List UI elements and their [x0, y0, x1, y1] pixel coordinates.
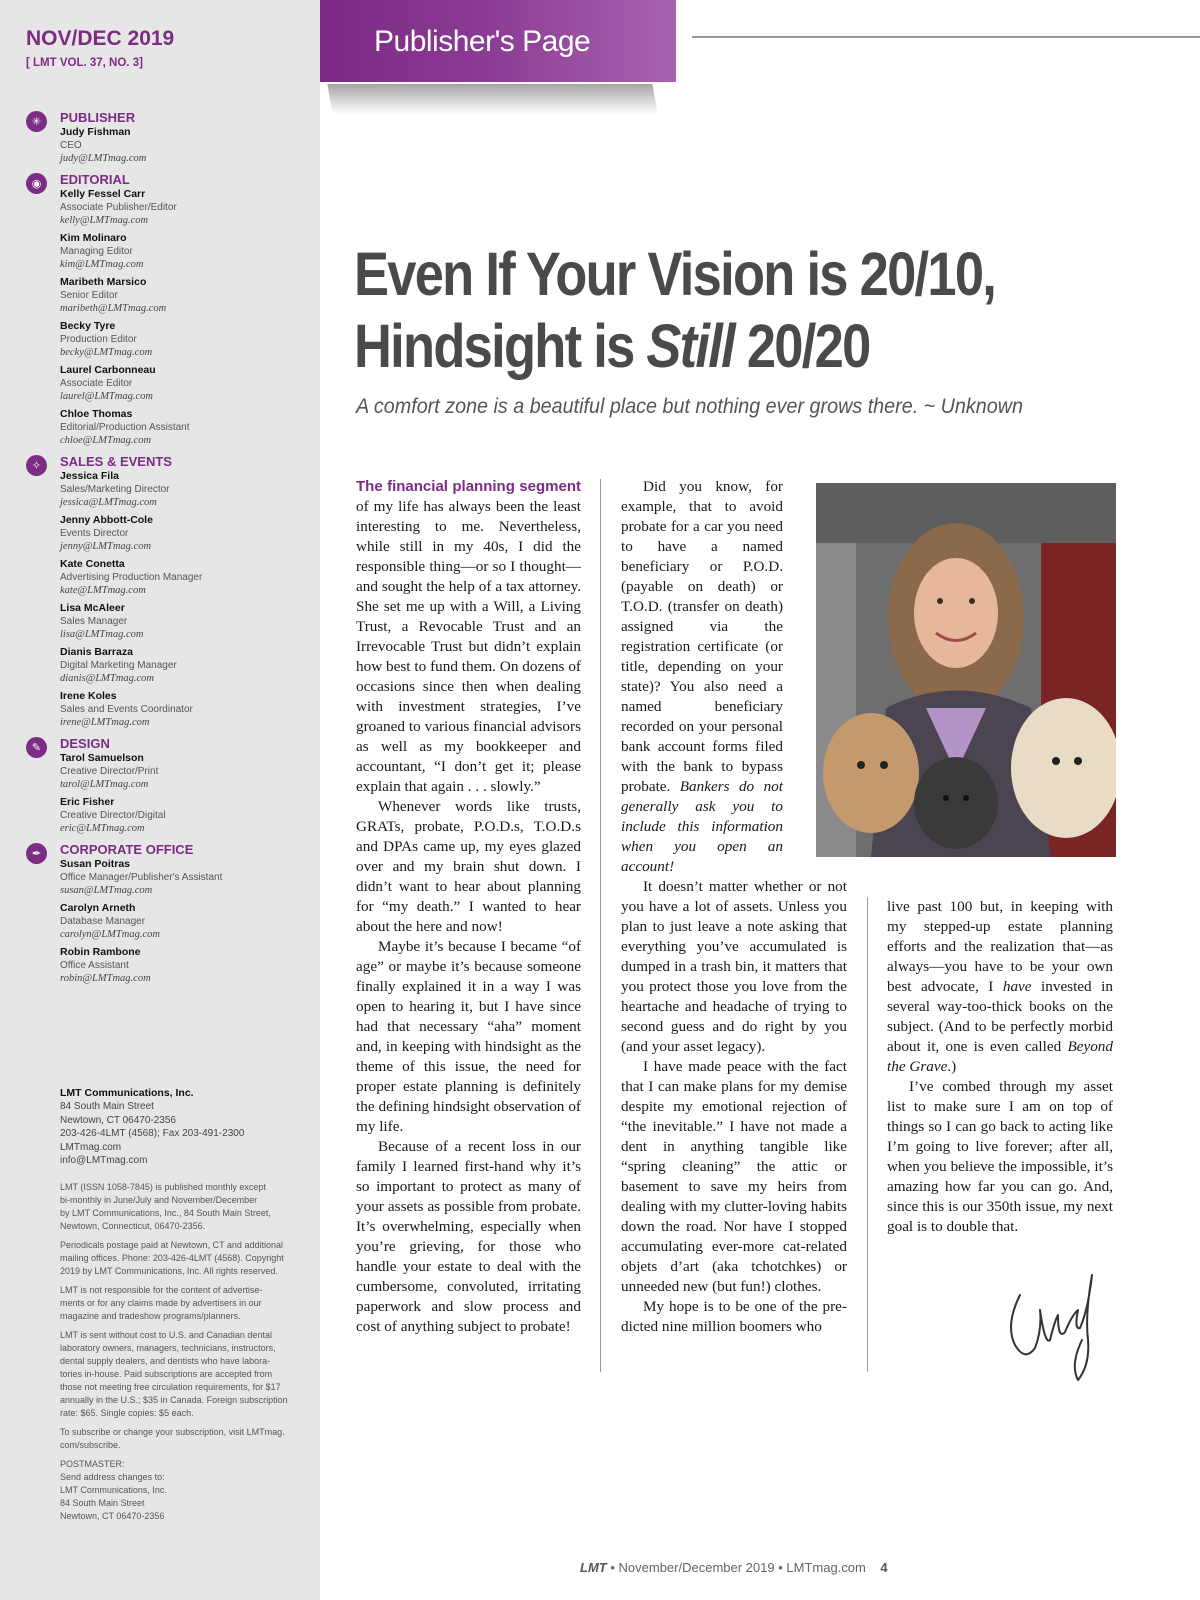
article-column-3	[887, 897, 1113, 1237]
staff-entry	[0, 690, 320, 729]
staff-email[interactable]: carolyn@LMTmag.com	[60, 929, 160, 940]
note-paragraph: To subscribe or change your subscription, visit LMTmag. com/subscribe.	[60, 1427, 285, 1450]
staff-email[interactable]: kim@LMTmag.com	[60, 259, 144, 270]
staff-name: Irene Koles	[60, 690, 117, 702]
company-phone: 203-426-4LMT (4568); Fax 203-491-2300	[60, 1128, 245, 1139]
page-footer: LMT • November/December 2019 • LMTmag.com 4	[580, 1560, 888, 1575]
staff-email[interactable]: jessica@LMTmag.com	[60, 497, 157, 508]
staff-entry	[0, 558, 320, 597]
staff-role: Editorial/Production Assistant	[60, 422, 190, 433]
masthead-section-title: DESIGN	[60, 736, 110, 751]
staff-entry	[0, 276, 320, 315]
company-address-line: Newtown, CT 06470-2356	[60, 1114, 176, 1126]
staff-role: Sales and Events Coordinator	[60, 704, 193, 715]
staff-name: Eric Fisher	[60, 796, 115, 808]
column-rule	[600, 479, 601, 1372]
staff-name: Robin Rambone	[60, 946, 141, 958]
staff-role: Database Manager	[60, 916, 146, 927]
staff-email[interactable]: robin@LMTmag.com	[60, 973, 151, 984]
issue-volume: [ LMT VOL. 37, NO. 3]	[26, 57, 143, 69]
staff-entry	[0, 946, 320, 985]
staff-entry	[0, 188, 320, 227]
staff-name: Becky Tyre	[60, 320, 116, 332]
staff-entry	[0, 470, 320, 509]
staff-entry	[0, 602, 320, 641]
article-paragraph: It doesn’t matter whether or not you have a lot of assets. Unless you plan to just leave a note asking that everything you’ve accumulated is dumped in a trash bin, it matters that you protect those you love from the heartache and headache of trying to second guess and do right by you (and your asset legacy).	[621, 878, 847, 1055]
staff-entry	[0, 858, 320, 897]
staff-name: Jenny Abbott-Cole	[60, 514, 153, 526]
headline-line-1: Even If Your Vision is 20/10,	[354, 240, 996, 308]
headline-line-2: Hindsight is Still 20/20	[354, 312, 870, 380]
masthead-section	[0, 110, 320, 165]
tooth-icon: ✧	[26, 455, 47, 476]
company-info	[60, 1086, 305, 1168]
staff-role: Advertising Production Manager	[60, 572, 203, 583]
staff-name: Kelly Fessel Carr	[60, 188, 146, 200]
article-paragraph: The financial planning segment of my life has always been the least interesting to me. Nevertheless, while still in my 40s, I did the responsible thing—or so I thought—and sought the help of a tax attorney. She set me up with a Will, a Living Trust, a Revocable Trust and an Irrevocable Trust but didn’t explain how best to fund them. On dozens of occasions since then when dealing with investment strategies, I’ve groaned to various financial advisors as well as my bookkeeper and accountant, “I don’t get it; please explain that again . . . slowly.”	[356, 478, 581, 795]
publisher-photo	[816, 483, 1116, 857]
staff-role: Office Manager/Publisher's Assistant	[60, 872, 223, 883]
staff-role: Senior Editor	[60, 290, 118, 301]
masthead-section	[0, 842, 320, 985]
staff-name: Judy Fishman	[60, 126, 131, 138]
footer-brand: LMT	[580, 1560, 607, 1575]
staff-role: Managing Editor	[60, 246, 133, 257]
masthead-section-title: EDITORIAL	[60, 172, 130, 187]
section-title: Publisher's Page	[374, 25, 591, 58]
staff-role: Sales Manager	[60, 616, 128, 627]
staff-email[interactable]: eric@LMTmag.com	[60, 823, 145, 834]
masthead-section-title: CORPORATE OFFICE	[60, 842, 194, 857]
staff-email[interactable]: jenny@LMTmag.com	[60, 541, 152, 552]
article-paragraph: Whenever words like trusts, GRATs, probate, P.O.D.s, T.O.D.s and DPAs came up, my eyes glazed over and my brain shut down. I didn’t want to hear about planning for “my death.” I wanted to hear about the here and now!	[356, 798, 581, 935]
section-tab	[320, 0, 676, 82]
masthead-section	[0, 736, 320, 835]
article-headline	[354, 238, 1059, 382]
staff-entry	[0, 126, 320, 165]
article-paragraph: I have made peace with the fact that I can make plans for my demise despite my emotional rejection of “the inevitable.” I have not made a dent in anything tangible like “spring cleaning” the attic or basement to save my heirs from dealing with my clutter-loving habits down the road. Nor have I stopped accumulating ever-more cat-related objets d’art (aka tchotchkes) or unneeded new (but fun!) clothes.	[621, 1058, 847, 1295]
article-column-2-top	[621, 477, 783, 877]
company-email: info@LMTmag.com	[60, 1155, 148, 1166]
pen-icon: ✒	[26, 843, 47, 864]
staff-entry	[0, 902, 320, 941]
article-epigraph: A comfort zone is a beautiful place but nothing ever grows there. ~ Unknown	[356, 395, 1023, 418]
staff-name: Carolyn Arneth	[60, 902, 136, 914]
note-paragraph: LMT is not responsible for the content of advertise- ments or for any claims made by advertisers in our magazine and tradeshow programs/planners.	[60, 1285, 263, 1321]
staff-name: Chloe Thomas	[60, 408, 133, 420]
staff-entry	[0, 232, 320, 271]
staff-email[interactable]: judy@LMTmag.com	[60, 153, 147, 164]
staff-name: Jessica Fila	[60, 470, 119, 482]
staff-entry	[0, 752, 320, 791]
staff-email[interactable]: chloe@LMTmag.com	[60, 435, 152, 446]
publisher-signature	[1000, 1270, 1110, 1385]
staff-email[interactable]: kate@LMTmag.com	[60, 585, 146, 596]
staff-role: CEO	[60, 140, 82, 151]
note-paragraph: LMT is sent without cost to U.S. and Canadian dental laboratory owners, managers, technicians, instructors, dental supply dealers, and dentists who have labora- tories in-house. Paid subscriptions are accepted from those not meeting free circulation requirements, for $17 annually in the U.S.; $35 in Canada. Foreign subscription rate: $65. Single copies: $5 each.	[60, 1330, 288, 1418]
masthead-sidebar	[0, 0, 320, 1600]
header-rule	[692, 36, 1200, 38]
staff-role: Events Director	[60, 528, 129, 539]
staff-entry	[0, 320, 320, 359]
staff-role: Creative Director/Digital	[60, 810, 166, 821]
company-website: LMTmag.com	[60, 1141, 122, 1153]
company-address-line: 84 South Main Street	[60, 1101, 154, 1112]
staff-email[interactable]: irene@LMTmag.com	[60, 717, 150, 728]
staff-email[interactable]: susan@LMTmag.com	[60, 885, 153, 896]
staff-name: Tarol Samuelson	[60, 752, 144, 764]
note-paragraph: POSTMASTER: Send address changes to: LMT Communications, Inc. 84 South Main Street Newtown, CT 06470-2356	[60, 1459, 167, 1521]
masthead-section	[0, 172, 320, 447]
note-paragraph: LMT (ISSN 1058-7845) is published monthly except bi-monthly in June/July and November/December by LMT Communications, Inc., 84 South Main Street, Newtown, Connecticut, 06470-2356.	[60, 1182, 271, 1231]
staff-name: Kate Conetta	[60, 558, 125, 570]
staff-email[interactable]: lisa@LMTmag.com	[60, 629, 144, 640]
masthead-section	[0, 454, 320, 729]
staff-role: Sales/Marketing Director	[60, 484, 170, 495]
company-name: LMT Communications, Inc.	[60, 1087, 194, 1099]
article-paragraph: Maybe it’s because I became “of age” or maybe it’s because someone finally explained it in a way I was open to hearing it, but I have since had that necessary “aha” moment and, in keeping with hindsight as the theme of this issue, the need for proper estate planning is definitely the defining hindsight observation of my life.	[356, 938, 581, 1135]
article-paragraph: I’ve combed through my asset list to make sure I am on top of things so I can go back to acting like I’m going to live forever; after all, when you believe the impossible, it’s amazing how far you can go. And, since this is our 350th issue, my next goal is to double that.	[887, 1078, 1113, 1235]
eye-icon: ◉	[26, 173, 47, 194]
staff-email[interactable]: tarol@LMTmag.com	[60, 779, 149, 790]
tab-shadow	[327, 84, 657, 114]
staff-email[interactable]: laurel@LMTmag.com	[60, 391, 153, 402]
article-paragraph: My hope is to be one of the predicted nine million boomers who	[621, 1298, 847, 1335]
staff-role: Office Assistant	[60, 960, 129, 971]
staff-email[interactable]: kelly@LMTmag.com	[60, 215, 149, 226]
staff-entry	[0, 796, 320, 835]
masthead-section-title: PUBLISHER	[60, 110, 136, 125]
staff-role: Associate Publisher/Editor	[60, 202, 177, 213]
staff-name: Kim Molinaro	[60, 232, 127, 244]
masthead-list	[0, 110, 320, 992]
design-icon: ✎	[26, 737, 47, 758]
staff-name: Maribeth Marsico	[60, 276, 147, 288]
lead-in: The financial planning segment	[356, 478, 581, 495]
column-rule	[867, 897, 868, 1372]
issue-date: NOV/DEC 2019	[26, 27, 175, 50]
staff-entry	[0, 514, 320, 553]
staff-entry	[0, 646, 320, 685]
publication-notes	[60, 1181, 305, 1529]
footer-site: LMTmag.com	[786, 1560, 866, 1575]
staff-entry	[0, 408, 320, 447]
article-paragraph: live past 100 but, in keeping with my stepped-up estate planning efforts and the realization that—as always—you have to be your own best advocate, I have invested in several way-too-thick books on the subject. (And to be perfectly morbid about it, one is even called Beyond the Grave.)	[887, 898, 1113, 1075]
page-number: 4	[880, 1560, 888, 1575]
staff-role: Production Editor	[60, 334, 137, 345]
staff-role: Associate Editor	[60, 378, 133, 389]
masthead-section-title: SALES & EVENTS	[60, 454, 172, 469]
staff-name: Susan Poitras	[60, 858, 131, 870]
staff-email[interactable]: maribeth@LMTmag.com	[60, 303, 167, 314]
footer-issue: November/December 2019	[618, 1560, 775, 1575]
staff-email[interactable]: dianis@LMTmag.com	[60, 673, 154, 684]
staff-entry	[0, 364, 320, 403]
article-column-2-bottom	[621, 877, 847, 1337]
staff-name: Laurel Carbonneau	[60, 364, 156, 376]
note-paragraph: Periodicals postage paid at Newtown, CT and additional mailing offices. Phone: 203-426-4LMT (4568). Copyright 2019 by LMT Communications, Inc. All rights reserved.	[60, 1240, 284, 1276]
staff-email[interactable]: becky@LMTmag.com	[60, 347, 153, 358]
staff-role: Creative Director/Print	[60, 766, 159, 777]
article-column-1	[356, 477, 581, 1337]
staff-role: Digital Marketing Manager	[60, 660, 177, 671]
star-icon: ✳	[26, 111, 47, 132]
staff-name: Dianis Barraza	[60, 646, 133, 658]
article-paragraph: Did you know, for example, that to avoid probate for a car you need to have a named beneficiary or P.O.D. (payable on death) or T.O.D. (transfer on death) assigned via the registration certificate (or title, depending on your state)? You also need a named beneficiary recorded on your personal bank account forms filed with the bank to bypass probate. Bankers do not generally ask you to include this information when you open an account!	[621, 478, 783, 875]
article-paragraph: Because of a recent loss in our family I learned first-hand why it’s so important to protect as many of your assets as possible from probate. It’s overwhelming, especially when you’re grieving, for those who handle your estate to deal with the cumbersome, convoluted, irritating paperwork and slow process and cost of anything subject to probate!	[356, 1138, 581, 1335]
staff-name: Lisa McAleer	[60, 602, 125, 614]
